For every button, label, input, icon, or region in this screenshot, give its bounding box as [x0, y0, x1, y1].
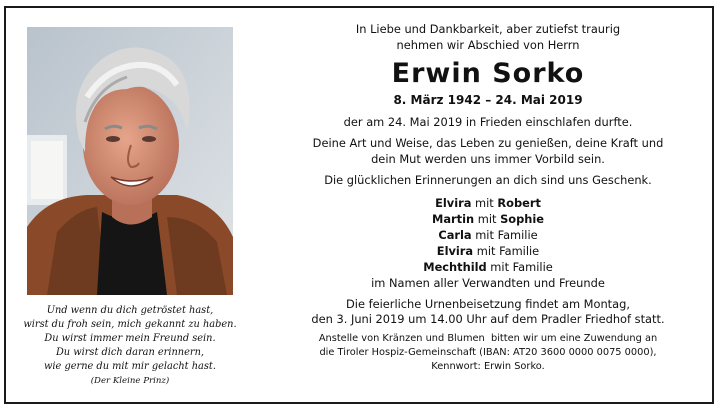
poem-line: wie gerne du mit mir gelacht hast. — [44, 361, 216, 372]
memories-line: Die glücklichen Erinnerungen an dich sind uns Geschenk. — [324, 173, 652, 187]
tribute-line: dein Mut werden uns immer Vorbild sein. — [371, 151, 605, 166]
mourner-partner: Familie — [512, 259, 553, 274]
intro-line: nehmen wir Abschied von Herrn — [396, 37, 580, 52]
passed-line: der am 24. Mai 2019 in Frieden einschlafen durfte. — [343, 114, 633, 129]
donation-line: Kennwort: Erwin Sorko. — [431, 360, 545, 372]
poem-line: Und wenn du dich getröstet hast, — [46, 305, 214, 316]
poem-line: wirst du froh sein, mich gekannt zu haben. — [23, 319, 237, 330]
mourner-name: Mechthild — [423, 259, 487, 274]
mourner-partner: Sophie — [500, 211, 544, 226]
mourner-line — [268, 227, 708, 243]
mourner-connector: mit — [486, 259, 513, 274]
funeral-line: den 3. Juni 2019 um 14.00 Uhr auf dem Pradler Friedhof statt. — [311, 312, 665, 326]
mourner-name: Martin — [432, 211, 475, 226]
tribute-line: Deine Art und Weise, das Leben zu genießen, deine Kraft und — [312, 136, 664, 150]
mourner-line — [268, 211, 708, 227]
tribute-paragraph — [268, 136, 708, 167]
funeral-paragraph — [268, 297, 708, 328]
donation-line: die Tiroler Hospiz-Gemeinschaft (IBAN: AT20 3600 0000 0075 0000), — [319, 346, 657, 358]
portrait-photo — [27, 27, 233, 295]
poem-block — [20, 304, 240, 388]
donation-line: Anstelle von Kränzen und Blumen bitten wir um eine Zuwendung an — [318, 332, 658, 344]
mourner-line — [268, 195, 708, 211]
mourner-connector: mit — [473, 243, 500, 258]
mourner-name: Elvira — [435, 195, 472, 210]
intro-line: In Liebe und Dankbarkeit, aber zutiefst traurig — [355, 22, 621, 36]
mourner-connector: mit — [471, 227, 498, 242]
poem-line: Du wirst immer mein Freund sein. — [44, 333, 216, 344]
deceased-name: Erwin Sorko — [391, 58, 585, 89]
mourner-line — [268, 243, 708, 259]
life-dates: 8. März 1942 – 24. Mai 2019 — [393, 93, 583, 107]
mourner-partner: Robert — [497, 195, 541, 210]
donation-paragraph — [268, 332, 708, 374]
mourner-partner: Familie — [497, 227, 538, 242]
poem-attribution: (Der Kleine Prinz) — [90, 376, 170, 386]
mourner-line — [268, 259, 708, 275]
funeral-line: Die feierliche Urnenbeisetzung findet am Montag, — [346, 296, 630, 311]
mourner-partner: Familie — [499, 243, 540, 258]
mourner-connector: mit — [471, 195, 498, 210]
mourner-connector: mit — [474, 211, 501, 226]
notice-text — [268, 22, 708, 374]
relatives-line: im Namen aller Verwandten und Freunde — [371, 275, 605, 290]
poem-line: Du wirst dich daran erinnern, — [55, 347, 205, 358]
mourners-list — [268, 195, 708, 275]
mourner-name: Elvira — [436, 243, 474, 258]
mourner-name: Carla — [438, 227, 472, 242]
